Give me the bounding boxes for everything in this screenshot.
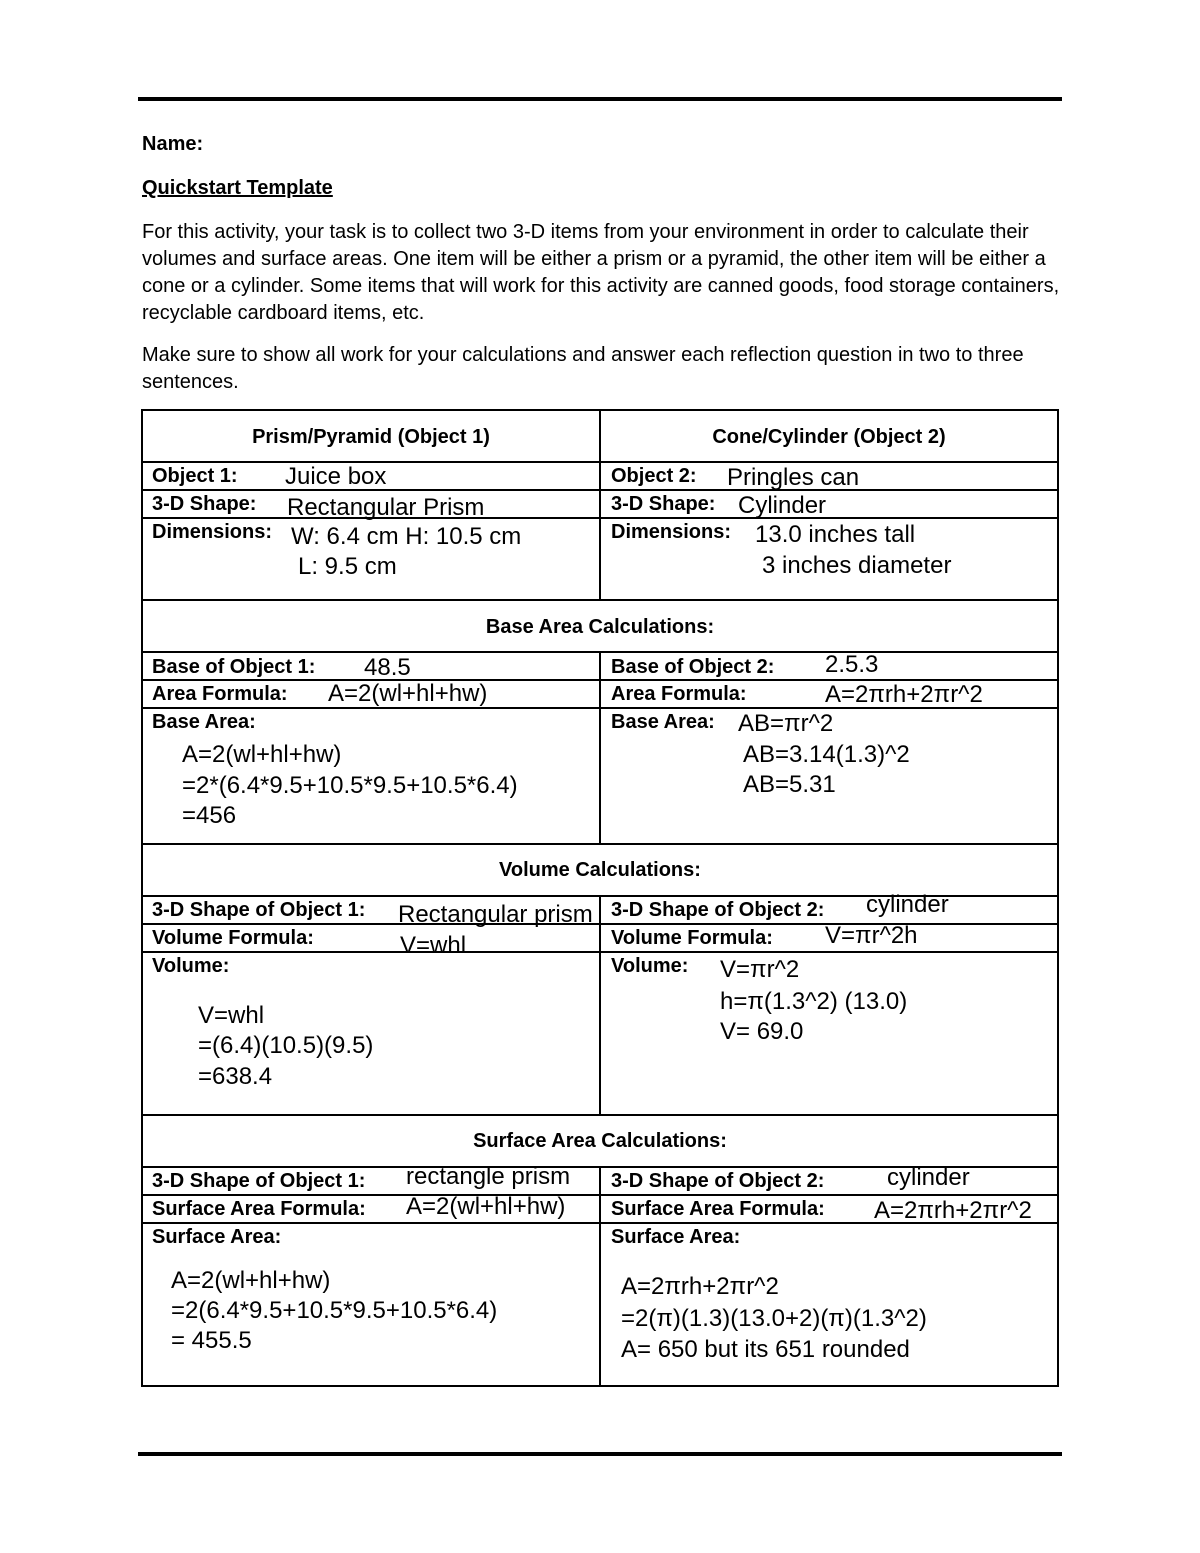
object1-label: Object 1: [152,465,238,487]
name-label: Name: [142,133,204,155]
object1-value: Juice box [285,463,387,490]
sa-shape1-value: rectangle prism [406,1163,571,1190]
sa2-label: Surface Area: [611,1226,741,1248]
object1-dimensions-line2: L: 9.5 cm [298,553,397,580]
object2-value: Pringles can [727,464,860,491]
base-area2-line: AB=5.31 [743,771,836,798]
volume2-line: V=πr^2 [720,956,800,983]
base-area2-line: AB=3.14(1.3)^2 [743,741,910,768]
object1-shape-label: 3-D Shape: [152,493,257,515]
object2-dimensions-line2: 3 inches diameter [762,552,952,579]
sa1-line: =2(6.4*9.5+10.5*9.5+10.5*6.4) [171,1297,498,1324]
volume2-line: V= 69.0 [720,1018,804,1045]
page-title: Quickstart Template [142,177,333,199]
volume-formula2-value: V=πr^2h [825,922,918,949]
object2-dimensions-label: Dimensions: [611,521,732,543]
sa-formula2-value: A=2πrh+2πr^2 [874,1197,1032,1224]
object2-dimensions-line1: 13.0 inches tall [755,521,916,548]
sa2-line: A= 650 but its 651 rounded [621,1336,910,1363]
base-area1-label: Base Area: [152,711,256,733]
sa2-line: A=2πrh+2πr^2 [621,1273,779,1300]
object1-shape-value: Rectangular Prism [287,494,485,521]
volume-shape2-value: cylinder [866,891,949,918]
base1-label: Base of Object 1: [152,656,316,678]
volume-formula1-value: V=whl [400,932,467,959]
volume-formula1-label: Volume Formula: [152,927,314,949]
sa1-line: = 455.5 [171,1327,252,1354]
object1-dimensions-line1: W: 6.4 cm H: 10.5 cm [291,523,522,550]
base-area2-label: Base Area: [611,711,715,733]
sa-shape1-label: 3-D Shape of Object 1: [152,1170,366,1192]
volume-shape2-label: 3-D Shape of Object 2: [611,899,825,921]
section-title-volume: Volume Calculations: [499,859,701,881]
volume2-line: h=π(1.3^2) (13.0) [720,988,908,1015]
volume-shape1-value: Rectangular prism [398,901,593,928]
sa-formula1-label: Surface Area Formula: [152,1198,366,1220]
table-border-left [141,409,143,1387]
area-formula1-value: A=2(wl+hl+hw) [328,680,488,707]
area-formula2-label: Area Formula: [611,683,747,705]
volume1-label: Volume: [152,955,230,977]
instructions-paragraph: Make sure to show all work for your calculations and answer each reflection question in two to three sentences. [142,344,1024,393]
sa-shape2-label: 3-D Shape of Object 2: [611,1170,825,1192]
area-formula1-label: Area Formula: [152,683,288,705]
section-title-surface-area: Surface Area Calculations: [473,1130,727,1152]
top-rule [138,97,1062,101]
volume1-line: V=whl [198,1002,265,1029]
object2-label: Object 2: [611,465,697,487]
object2-shape-label: 3-D Shape: [611,493,716,515]
sa-shape2-value: cylinder [887,1164,970,1191]
volume2-label: Volume: [611,955,689,977]
volume1-line: =(6.4)(10.5)(9.5) [198,1032,374,1059]
table-border-right [1057,409,1059,1387]
volume-formula2-label: Volume Formula: [611,927,773,949]
sa1-line: A=2(wl+hl+hw) [171,1267,331,1294]
base2-value: 2.5.3 [825,651,879,678]
table-divider [599,895,601,1116]
object1-dimensions-label: Dimensions: [152,521,273,543]
volume1-line: =638.4 [198,1063,273,1090]
base-area2-line: AB=πr^2 [738,710,834,737]
section-title-base-area: Base Area Calculations: [485,616,715,638]
base1-value: 48.5 [364,654,411,681]
base2-label: Base of Object 2: [611,656,775,678]
table-divider [599,1166,601,1387]
area-formula2-value: A=2πrh+2πr^2 [825,681,983,708]
table-divider [599,651,601,845]
column-header-object2: Cone/Cylinder (Object 2) [712,426,946,448]
object2-shape-value: Cylinder [738,492,827,519]
base-area1-line: =456 [182,802,237,829]
sa1-label: Surface Area: [152,1226,282,1248]
base-area1-line: A=2(wl+hl+hw) [182,741,342,768]
sa-formula1-value: A=2(wl+hl+hw) [406,1193,566,1220]
sa-formula2-label: Surface Area Formula: [611,1198,825,1220]
volume-shape1-label: 3-D Shape of Object 1: [152,899,366,921]
intro-paragraph: For this activity, your task is to collect two 3-D items from your environment in order to calculate their volumes and surface areas. One item will be either a prism or a pyramid, the other item will be either a cone or a cylinder. Some items that will work for this activity are canned goods, food storage containers, recyclable cardboard items, etc. [142,221,1060,324]
column-header-object1: Prism/Pyramid (Object 1) [252,426,490,448]
base-area1-line: =2*(6.4*9.5+10.5*9.5+10.5*6.4) [182,772,518,799]
bottom-rule [138,1452,1062,1456]
sa2-line: =2(π)(1.3)(13.0+2)(π)(1.3^2) [621,1305,927,1332]
